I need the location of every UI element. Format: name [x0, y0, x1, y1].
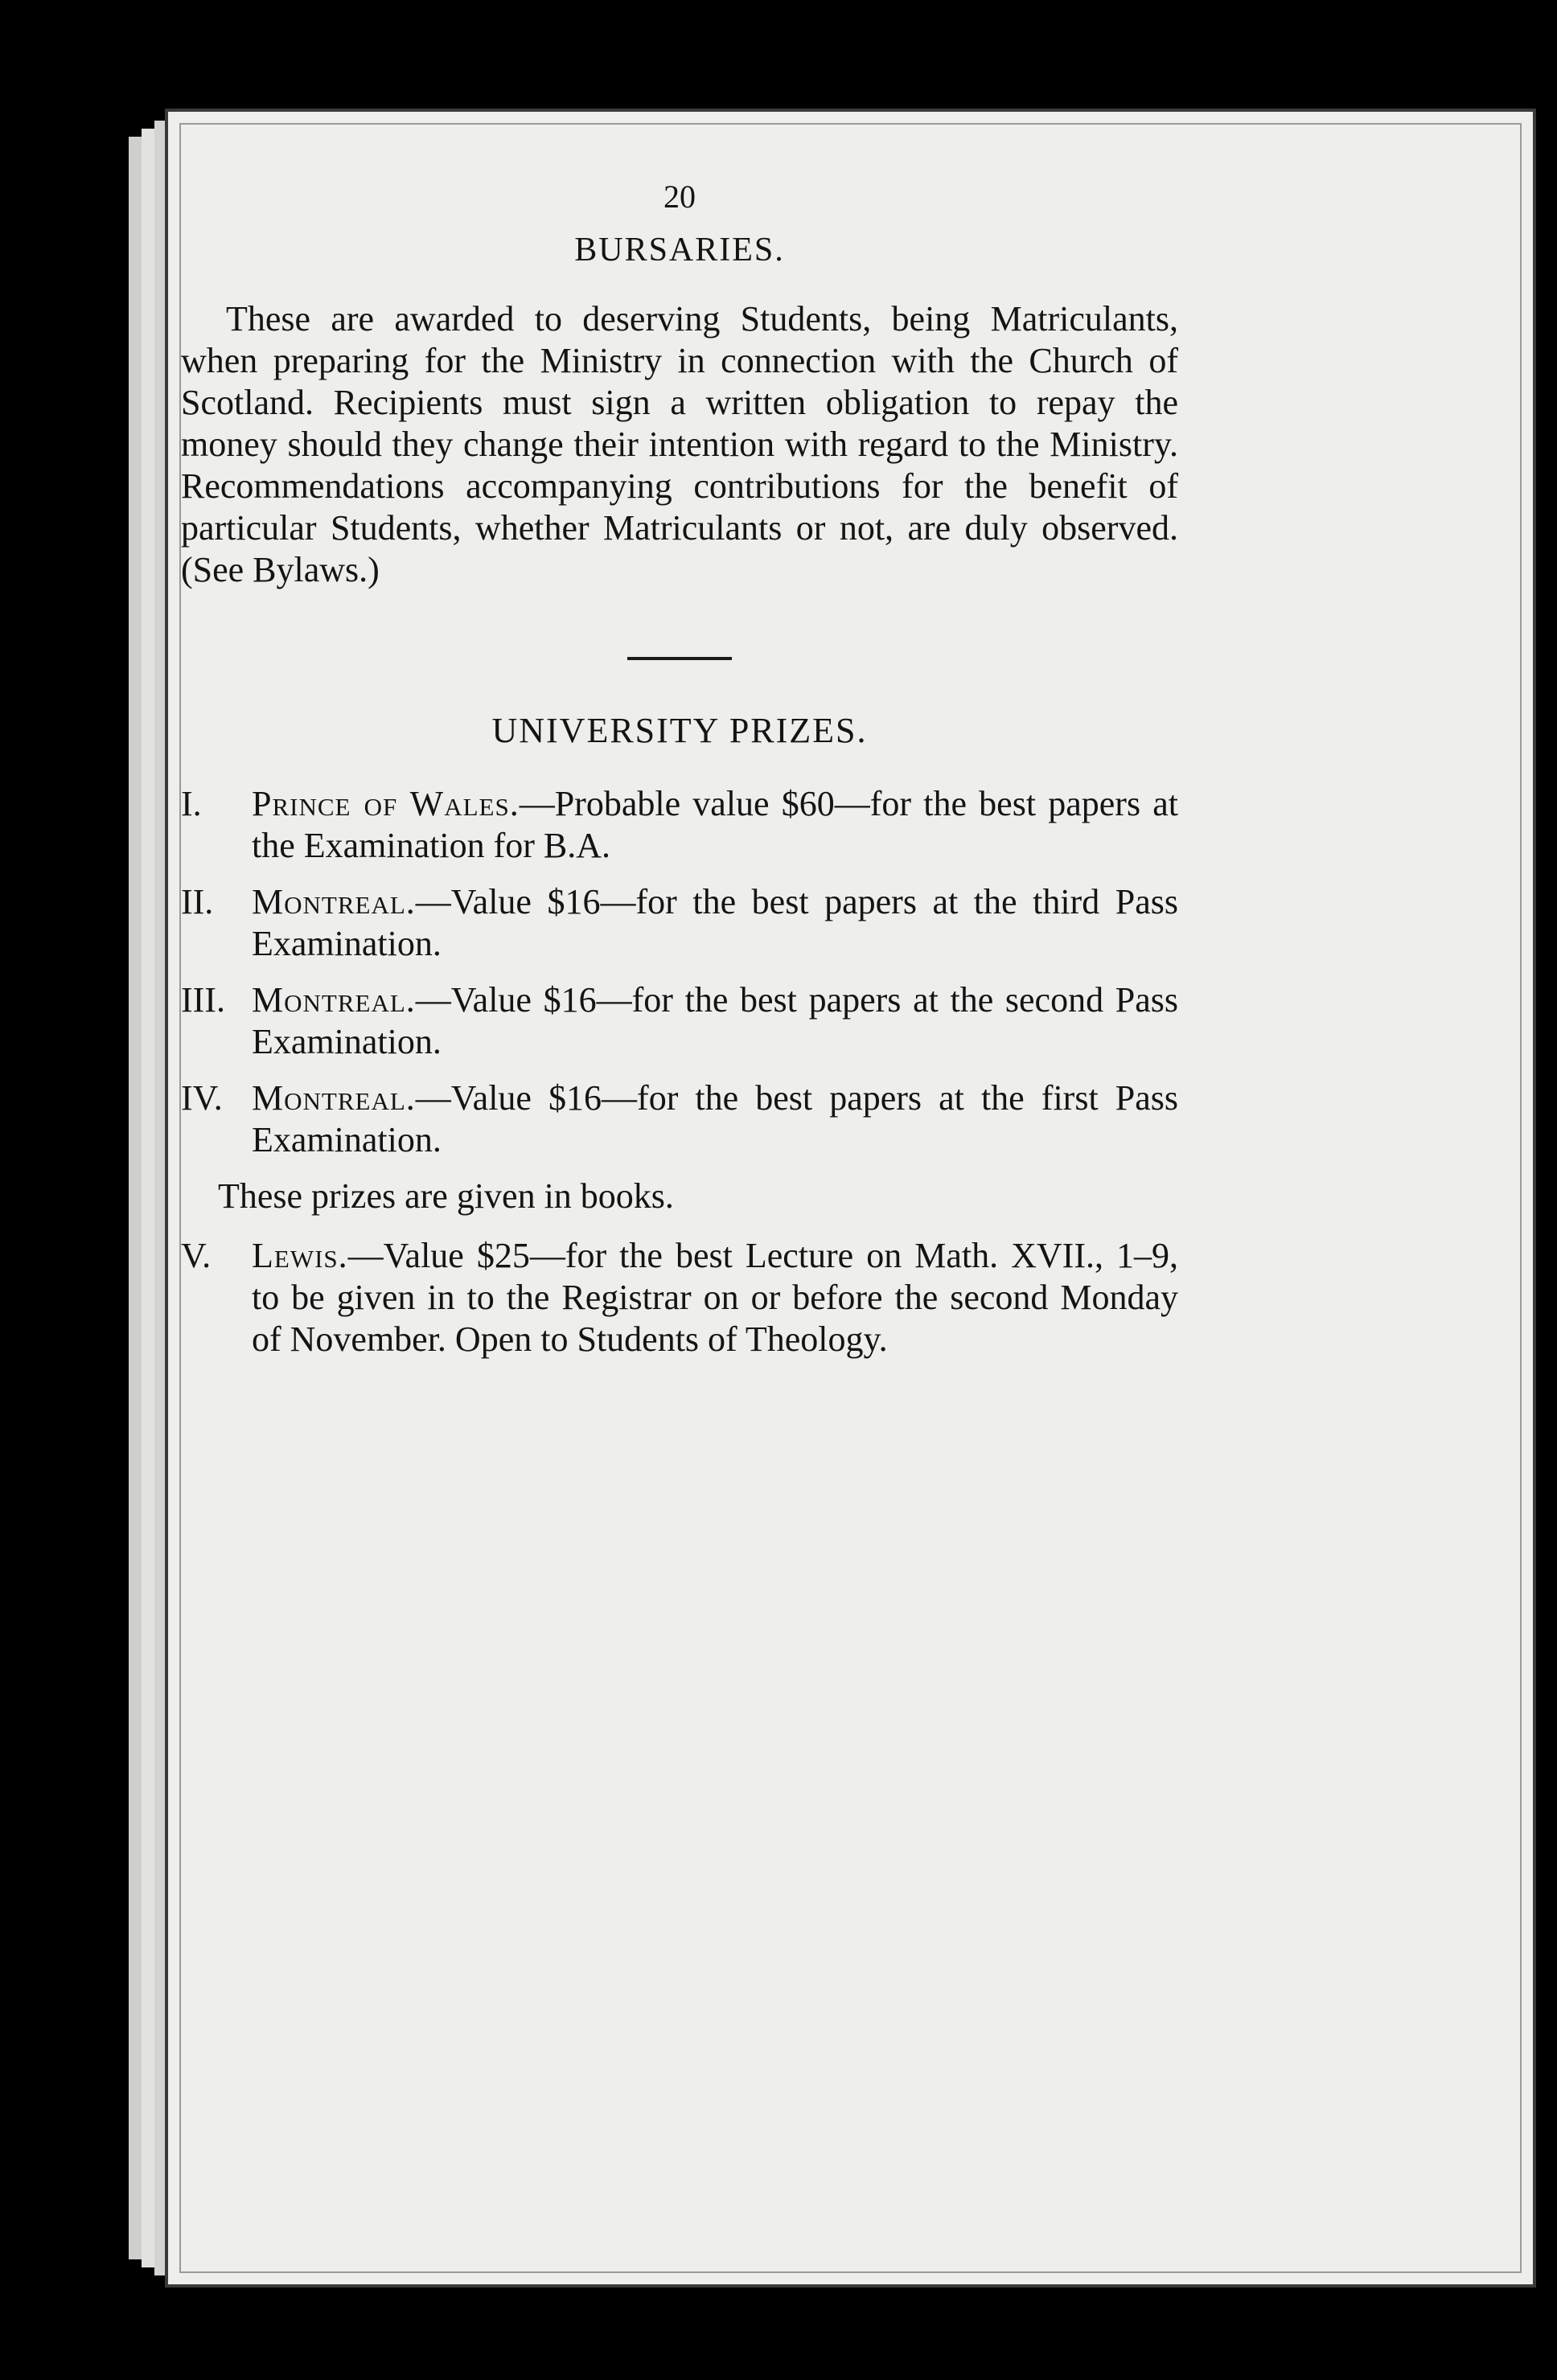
prize-name: Lewis.: [252, 1236, 348, 1275]
prize-numeral: I.: [181, 784, 202, 823]
prizes-heading: UNIVERSITY PRIZES.: [491, 711, 868, 750]
prize-item: [181, 1235, 1178, 1360]
prize-item: [181, 1077, 1178, 1161]
prize-name: Montreal.: [252, 980, 416, 1020]
prize-description: —Value $25—for the best Lecture on Math. XVII., 1–9, to be given in to the Registrar on or before the second Monday of November. Open to Students of Theology.: [252, 1236, 1178, 1359]
prize-item: [181, 881, 1178, 965]
prize-numeral: IV.: [181, 1078, 223, 1118]
prize-list-extra: [181, 1235, 1178, 1360]
prize-list: [181, 783, 1178, 1161]
prize-numeral: V.: [181, 1236, 212, 1275]
prize-name: Montreal.: [252, 1078, 416, 1118]
prize-name: Prince of Wales.: [252, 784, 520, 823]
prize-description: —Probable value $60—for the best papers at the Examination for B.A.: [252, 784, 1178, 865]
prize-item: [181, 979, 1178, 1063]
prize-name: Montreal.: [252, 882, 416, 921]
prize-numeral: III.: [181, 980, 225, 1020]
page-number: 20: [663, 178, 696, 215]
bursaries-paragraph: These are awarded to deserving Students, being Matriculants, when preparing for the Ministry in connection with the Church of Scotland. Recipients must sign a written obligation to repay the money should they change their intention with regard to the Ministry. Recommendations accompanying contributions for the benefit of particular Students, whether Matriculants or not, are duly observed. (See Bylaws.): [181, 299, 1178, 589]
section-divider: [627, 657, 732, 660]
page-content: [181, 178, 1178, 1375]
prizes-note: These prizes are given in books.: [218, 1176, 674, 1216]
prize-description: —Value $16—for the best papers at the third Pass Examination.: [252, 882, 1178, 963]
bursaries-heading: BURSARIES.: [574, 232, 785, 269]
prize-numeral: II.: [181, 882, 214, 921]
prize-description: —Value $16—for the best papers at the first Pass Examination.: [252, 1078, 1178, 1159]
prize-item: [181, 783, 1178, 867]
prize-description: —Value $16—for the best papers at the second Pass Examination.: [252, 980, 1178, 1061]
